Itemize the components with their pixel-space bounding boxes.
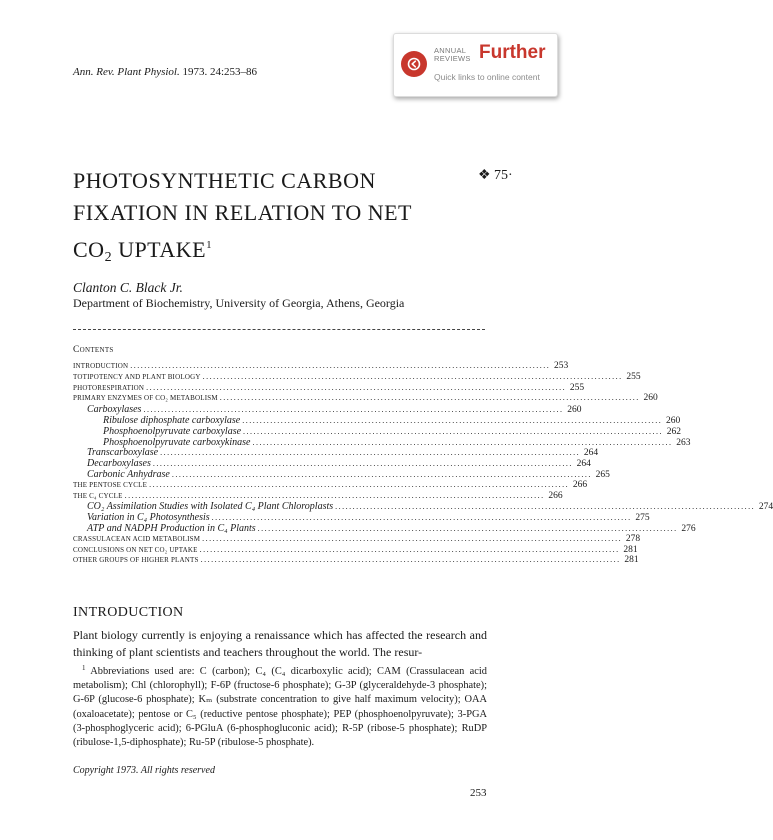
- toc-entry[interactable]: [73, 522, 696, 534]
- play-circle-icon: [401, 51, 427, 77]
- toc-entry[interactable]: [73, 458, 591, 470]
- toc-entry-label: PHOTORESPIRATION: [73, 383, 145, 392]
- toc-entry-label: THE PENTOSE CYCLE: [73, 480, 148, 489]
- toc-entry[interactable]: [73, 447, 599, 459]
- toc-entry-label: INTRODUCTION: [73, 362, 129, 370]
- toc-leader-dots: ........................................................................................................................: [199, 544, 620, 554]
- author-affiliation: Department of Biochemistry, University of Georgia, Athens, Georgia: [73, 296, 405, 310]
- footnote-text: Abbreviations used are: C (carbon); C₄ (C₄ dicarboxylic acid); CAM (Crassulacean acid metabolism); Chl (chlorophyll); F-6P (fructose-6 phosphate); G-3P (glyceraldehyde-3 phosphate); G-6P (glucose-6 phosphate); Kₘ (substrate concentration to give half maximum velocity); OAA (oxaloacetate); pentose or C₅ (reductive pentose phosphate); PEP (phosphoenolpyruvate); 3-PGA (3-phosphoglyceric acid); 6-PGluA (6-phosphogluconic acid); R-5P (ribose-5 phosphate); RuDP (ribulose-1,5-diphosphate); Ru-5P (ribulose-5 phosphate).: [73, 666, 487, 749]
- toc-leader-dots: ........................................................................................................................: [149, 479, 570, 489]
- toc-entry-label: Carboxylases: [87, 404, 142, 416]
- toc-entry-page: 255: [626, 371, 641, 382]
- further-subtitle: Quick links to online content: [434, 72, 540, 82]
- toc-entry-page: 265: [595, 469, 610, 480]
- journal-citation: [73, 66, 257, 78]
- toc-entry-page: 260: [567, 405, 582, 416]
- toc-entry[interactable]: [73, 393, 658, 404]
- toc-entry-page: 262: [666, 426, 682, 437]
- toc-entry-page: 278: [625, 533, 641, 544]
- further-wordmark: Further: [479, 42, 546, 63]
- toc-leader-dots: ........................................................................................................................: [242, 415, 663, 425]
- toc-leader-dots: ........................................................................................................................: [252, 437, 673, 447]
- annual-reviews-wordmark: [434, 47, 471, 63]
- toc-entry-page: 263: [676, 437, 691, 448]
- toc-leader-dots: ........................................................................................................................: [202, 371, 623, 381]
- toc-entry-page: 260: [665, 415, 681, 426]
- toc-entry[interactable]: [73, 501, 773, 513]
- toc-entry-page: 275: [635, 513, 650, 524]
- toc-entry-label: Decarboxylases: [87, 458, 151, 470]
- toc-entry-label: OTHER GROUPS OF HIGHER PLANTS: [73, 556, 199, 565]
- toc-entry-page: 255: [569, 382, 585, 393]
- toc-entry-label: TOTIPOTENCY AND PLANT BIOLOGY: [73, 372, 201, 381]
- toc-entry-label: PRIMARY ENZYMES OF CO₂ METABOLISM: [73, 394, 218, 403]
- toc-entry-page: 281: [623, 544, 638, 555]
- further-badge[interactable]: [393, 33, 558, 97]
- toc-entry[interactable]: [73, 468, 610, 480]
- table-of-contents: [73, 361, 773, 566]
- toc-entry[interactable]: [73, 371, 641, 383]
- toc-entry-page: 266: [572, 479, 588, 490]
- toc-leader-dots: ........................................................................................................................: [130, 361, 551, 370]
- toc-entry-label: Variation in C₄ Photosynthesis: [87, 512, 210, 524]
- toc-leader-dots: ........................................................................................................................: [152, 459, 573, 469]
- journal-volume-pages: 1973. 24:253–86: [182, 66, 258, 78]
- footnote-mark: 1: [82, 664, 86, 672]
- article-marker: ❖ 75·: [478, 168, 513, 183]
- body-paragraph: Plant biology currently is enjoying a renaissance which has affected the research and thinking of plant scientists and teachers throughout the world. The resur-: [73, 628, 487, 659]
- toc-entry[interactable]: [73, 404, 582, 416]
- toc-entry[interactable]: [73, 533, 641, 545]
- section-heading: INTRODUCTION: [73, 605, 184, 620]
- contents-heading: Contents: [73, 345, 114, 355]
- footnote: [73, 661, 487, 750]
- toc-entry-label: Transcarboxylase: [87, 447, 159, 459]
- toc-entry-label: CONCLUSIONS ON NET CO₂ UPTAKE: [73, 545, 198, 554]
- toc-leader-dots: ........................................................................................................................: [335, 502, 756, 512]
- toc-entry-page: 264: [576, 459, 591, 470]
- title-subscript-2: 2: [104, 250, 113, 265]
- toc-entry[interactable]: [73, 414, 681, 426]
- toc-entry-label: Phosphoenolpyruvate carboxykinase: [103, 436, 251, 448]
- title-uptake: UPTAKE: [112, 237, 207, 262]
- reviews-line: REVIEWS: [434, 54, 471, 63]
- toc-entry-page: 274: [758, 502, 773, 513]
- page-number: 253: [470, 787, 487, 799]
- title-line-3: [73, 229, 412, 274]
- toc-entry[interactable]: [73, 436, 691, 448]
- toc-leader-dots: ........................................................................................................................: [202, 533, 623, 543]
- toc-entry[interactable]: [73, 555, 639, 566]
- toc-entry-label: CO₂ Assimilation Studies with Isolated C₄ Plant Chloroplasts: [87, 501, 334, 513]
- article-title: [73, 165, 412, 274]
- toc-entry-page: 266: [548, 490, 563, 501]
- toc-leader-dots: ........................................................................................................................: [219, 393, 640, 403]
- copyright-notice: Copyright 1973. All rights reserved: [73, 765, 215, 776]
- toc-leader-dots: ........................................................................................................................: [124, 490, 545, 500]
- toc-entry[interactable]: [73, 479, 588, 491]
- toc-entry-page: 281: [624, 555, 639, 566]
- author-name: Clanton C. Black Jr.: [73, 280, 183, 295]
- toc-entry-label: Ribulose diphosphate carboxylase: [103, 414, 241, 426]
- toc-entry-label: Carbonic Anhydrase: [87, 468, 170, 480]
- toc-entry[interactable]: [73, 544, 638, 556]
- toc-entry-label: Phosphoenolpyruvate carboxylase: [103, 425, 242, 437]
- toc-leader-dots: ........................................................................................................................: [146, 382, 567, 392]
- header-divider: [73, 329, 485, 330]
- toc-entry[interactable]: [73, 490, 563, 502]
- toc-leader-dots: ........................................................................................................................: [211, 513, 632, 523]
- toc-entry[interactable]: [73, 512, 650, 524]
- toc-entry-page: 253: [554, 361, 569, 371]
- toc-entry-page: 264: [583, 448, 599, 459]
- toc-entry-page: 276: [681, 523, 696, 534]
- toc-leader-dots: ........................................................................................................................: [257, 523, 678, 533]
- title-line-2: FIXATION IN RELATION TO NET: [73, 200, 412, 225]
- toc-entry-page: 260: [643, 393, 658, 404]
- toc-leader-dots: ........................................................................................................................: [171, 469, 592, 479]
- toc-entry[interactable]: [73, 382, 585, 394]
- toc-leader-dots: ........................................................................................................................: [143, 405, 564, 415]
- journal-name: Ann. Rev. Plant Physiol.: [73, 66, 180, 78]
- title-footnote-mark: 1: [206, 239, 213, 251]
- toc-entry-label: CRASSULACEAN ACID METABOLISM: [73, 534, 201, 543]
- toc-entry[interactable]: [73, 361, 569, 372]
- toc-entry-label: ATP and NADPH Production in C₄ Plants: [87, 522, 256, 534]
- toc-leader-dots: ........................................................................................................................: [160, 448, 581, 458]
- title-line-1: PHOTOSYNTHETIC CARBON: [73, 168, 376, 193]
- title-co: CO: [73, 237, 105, 262]
- toc-leader-dots: ........................................................................................................................: [243, 426, 664, 436]
- toc-leader-dots: ........................................................................................................................: [200, 555, 621, 565]
- toc-entry[interactable]: [73, 425, 682, 437]
- toc-entry-label: THE C₄ CYCLE: [73, 491, 123, 500]
- annual-line: ANNUAL: [434, 46, 467, 55]
